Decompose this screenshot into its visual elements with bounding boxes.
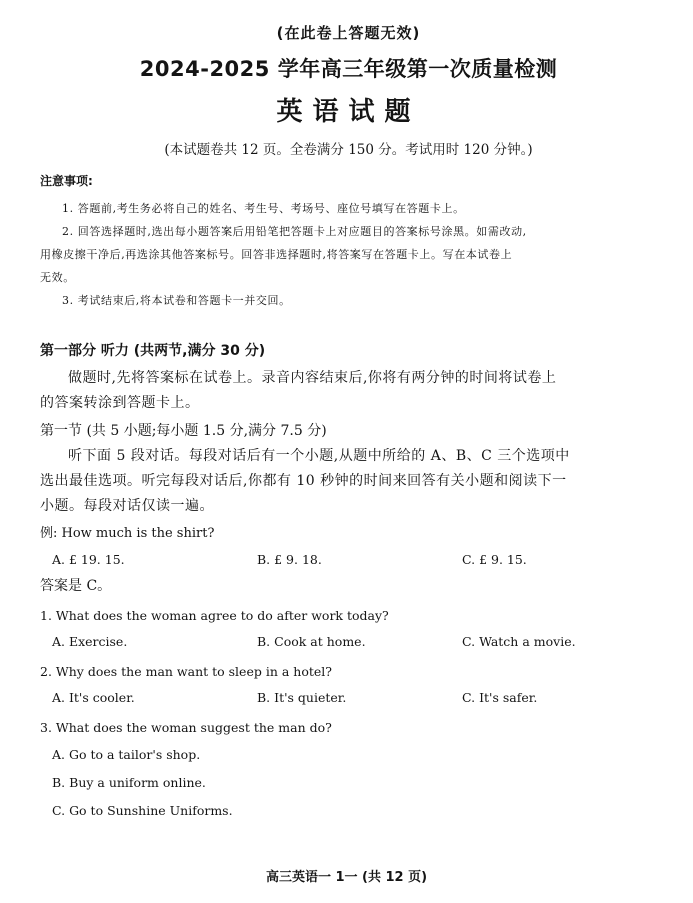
invalid-answer-note: (在此卷上答题无效) bbox=[276, 24, 421, 42]
section1-heading: 第一节 (共 5 小题;每小题 1.5 分,满分 7.5 分) bbox=[40, 423, 327, 439]
section1-instruction-line-2: 选出最佳选项。听完每段对话后,你都有 10 秒钟的时间来回答有关小题和阅读下一 bbox=[40, 473, 567, 489]
example-option-c: C. £ 9. 15. bbox=[462, 552, 527, 567]
example-options bbox=[40, 547, 657, 573]
question-2-option-b: B. It's quieter. bbox=[257, 690, 347, 705]
subject-title: 英语试题 bbox=[276, 97, 421, 127]
section1-instruction-line-3: 小题。每段对话仅读一遍。 bbox=[40, 498, 214, 514]
example-option-b: B. £ 9. 18. bbox=[257, 552, 322, 567]
exam-info: (本试题卷共 12 页。全卷满分 150 分。考试用时 120 分钟。) bbox=[164, 142, 533, 158]
notice-item-2-line-2: 用橡皮擦干净后,再选涂其他答案标号。回答非选择题时,将答案写在答题卡上。写在本试卷上 bbox=[40, 248, 513, 261]
notice-heading: 注意事项: bbox=[40, 174, 93, 188]
part1-intro-line-2: 的答案转涂到答题卡上。 bbox=[40, 395, 200, 411]
notice-item-2-line-1: 2. 回答选择题时,选出每小题答案后用铅笔把答题卡上对应题目的答案标号涂黑。如需改动, bbox=[62, 225, 527, 238]
question-2-option-a: A. It's cooler. bbox=[52, 690, 135, 705]
page-footer: 高三英语一 1一 (共 12 页) bbox=[265, 870, 428, 885]
part1-heading: 第一部分 听力 (共两节,满分 30 分) bbox=[40, 343, 266, 359]
question-3-option-c: C. Go to Sunshine Uniforms. bbox=[52, 803, 233, 818]
notice-item-2-line-3: 无效。 bbox=[40, 271, 75, 284]
question-3-option-b: B. Buy a uniform online. bbox=[52, 775, 206, 790]
question-1-options bbox=[40, 629, 657, 655]
question-3: 3. What does the woman suggest the man do? bbox=[40, 720, 332, 735]
exam-title: 2024-2025 学年高三年级第一次质量检测 bbox=[139, 57, 558, 81]
notice-item-1: 1. 答题前,考生务必将自己的姓名、考生号、考场号、座位号填写在答题卡上。 bbox=[62, 202, 465, 215]
example-question: 例: How much is the shirt? bbox=[40, 526, 215, 541]
question-1: 1. What does the woman agree to do after work today? bbox=[40, 608, 389, 623]
question-3-option-a: A. Go to a tailor's shop. bbox=[52, 747, 201, 762]
part1-intro-line-1: 做题时,先将答案标在试卷上。录音内容结束后,你将有两分钟的时间将试卷上 bbox=[68, 370, 557, 386]
section1-instruction-line-1: 听下面 5 段对话。每段对话后有一个小题,从题中所给的 A、B、C 三个选项中 bbox=[68, 448, 570, 464]
question-2-options bbox=[40, 685, 657, 711]
question-2: 2. Why does the man want to sleep in a hotel? bbox=[40, 664, 332, 679]
question-1-option-b: B. Cook at home. bbox=[257, 634, 366, 649]
example-answer: 答案是 C。 bbox=[40, 578, 112, 594]
notice-item-3: 3. 考试结束后,将本试卷和答题卡一并交回。 bbox=[62, 294, 291, 307]
example-option-a: A. £ 19. 15. bbox=[52, 552, 125, 567]
question-1-option-a: A. Exercise. bbox=[52, 634, 128, 649]
question-2-option-c: C. It's safer. bbox=[462, 690, 538, 705]
question-1-option-c: C. Watch a movie. bbox=[462, 634, 576, 649]
